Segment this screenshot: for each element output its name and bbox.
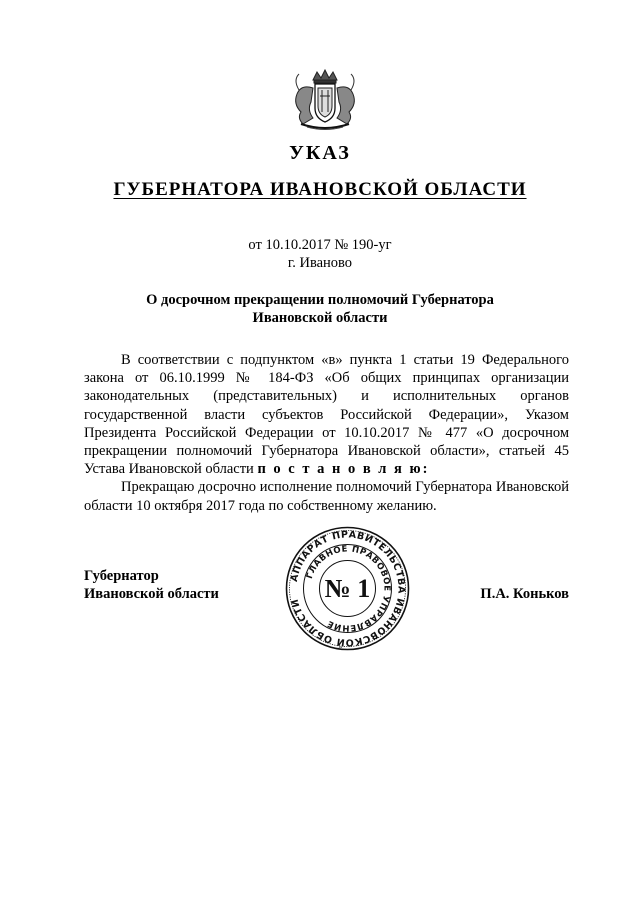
seal-inner-text: ГЛАВНОЕ ПРАВОВОЕ УПРАВЛЕНИЕ [304,544,392,633]
seal-outer-text: АППАРАТ ПРАВИТЕЛЬСТВА ИВАНОВСКОЙ ОБЛАСТИ [288,529,407,648]
signatory-position-line1: Губернатор [84,568,159,584]
body-paragraph-2: Прекращаю досрочно исполнение полномочий Губернатора Ивановской области 10 октября 2017 года по собственному желанию. [84,479,569,514]
body-paragraph-1-text: В соответствии с подпунктом «в» пункта 1 статьи 19 Федерального закона от 06.10.1999 № 184-ФЗ «Об общих принципах организации законодательных (представительных) и исполнительных органов государственной власти субъектов Российской Федерации», Указом Президента Российской Федерации от 10.10.2017 № 477 «О досрочном прекращении полномочий Губернатора Ивановской области», статьей 45 Устава Ивановской области [84,352,569,478]
decree-body [84,351,569,515]
signatory-position-line2: Ивановской области [84,586,219,602]
decree-subject: О досрочном прекращении полномочий Губернатора Ивановской области [146,292,494,326]
issuer-title: ГУБЕРНАТОРА ИВАНОВСКОЙ ОБЛАСТИ [113,179,527,200]
seal-number: № 1 [324,574,371,603]
coat-of-arms-icon [287,66,363,132]
signatory-position [84,567,219,603]
decree-date-number: от 10.10.2017 № 190-уг [248,237,392,253]
body-paragraph-1 [84,351,569,478]
signatory-name: П.А. Коньков [480,586,569,602]
decree-city: г. Иваново [287,255,353,271]
official-seal-stamp [285,526,410,651]
resolve-word: п о с т а н о в л я ю: [257,461,430,478]
decree-title: УКАЗ [289,142,351,164]
